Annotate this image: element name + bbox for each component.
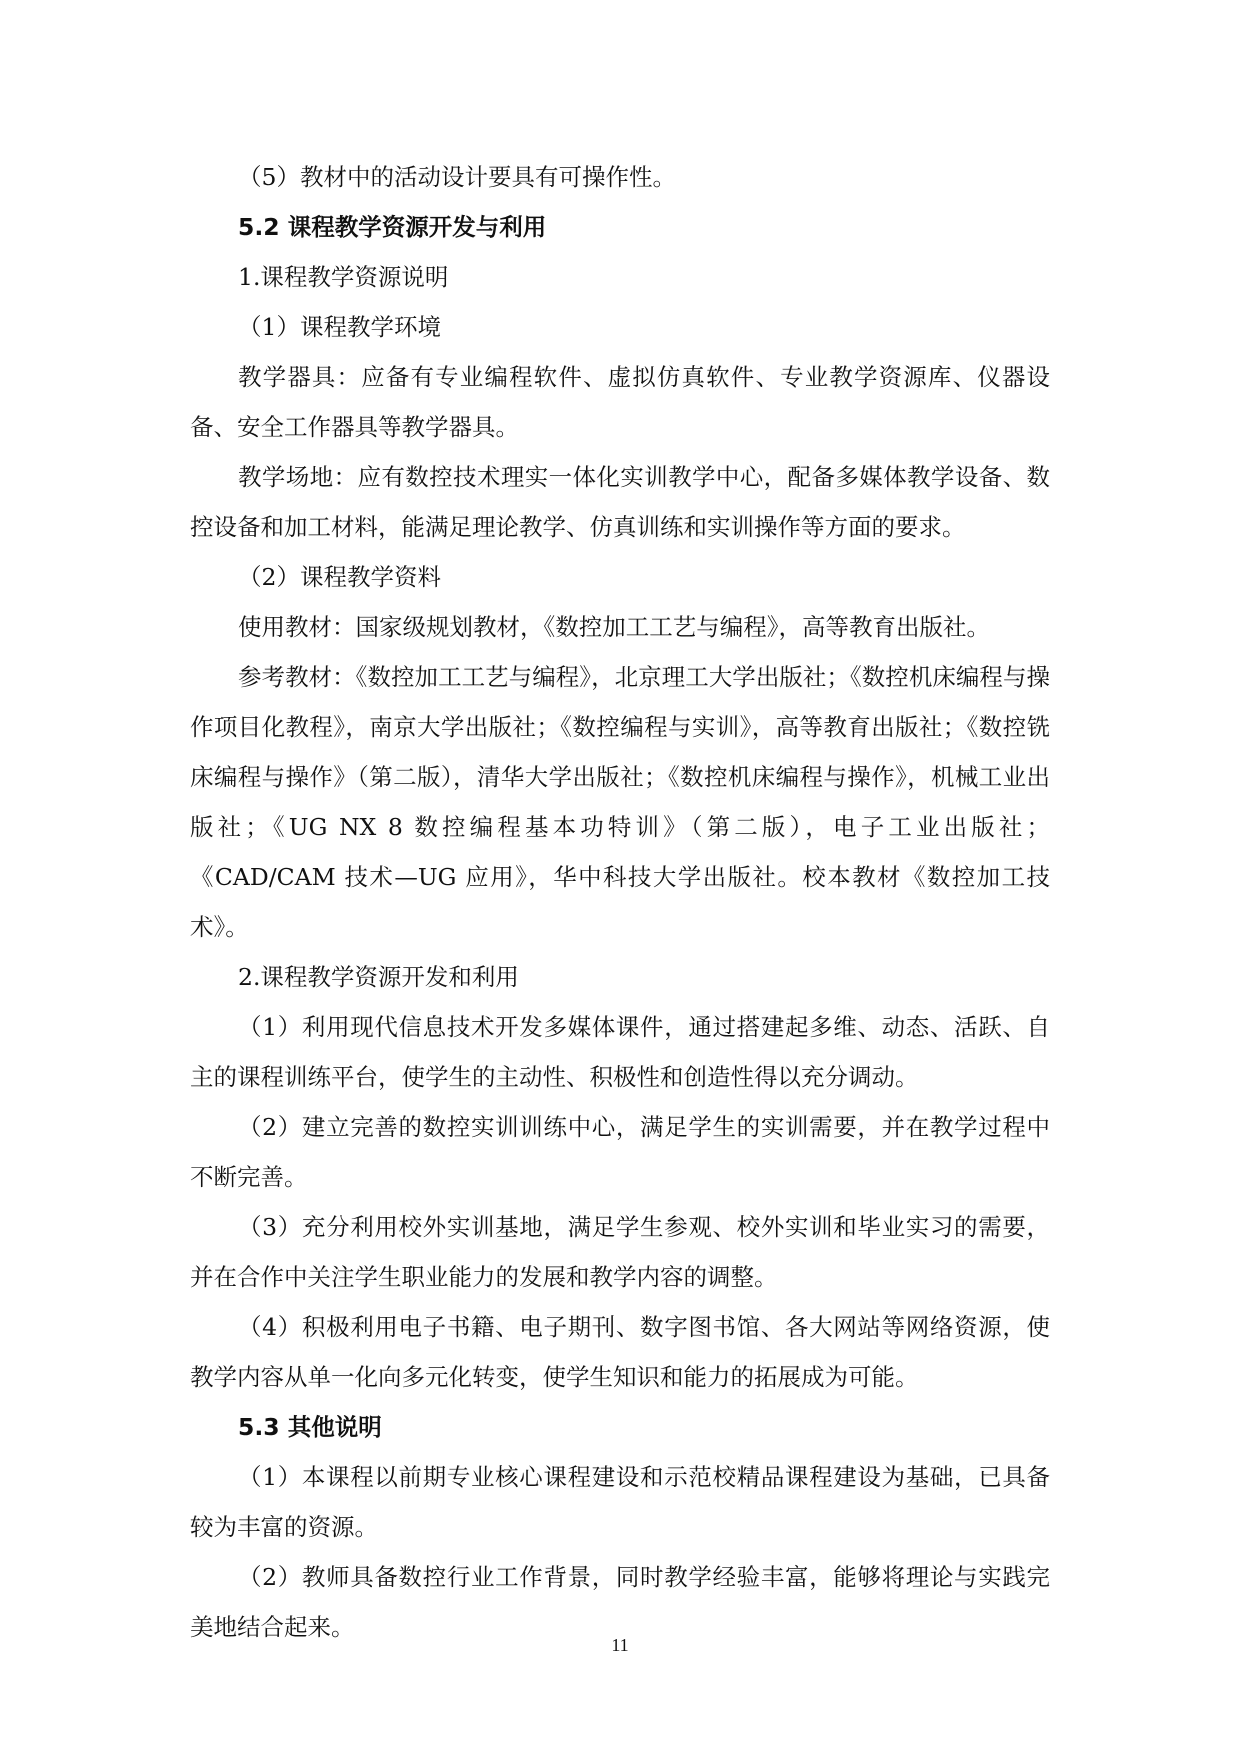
paragraph: （5）教材中的活动设计要具有可操作性。 xyxy=(238,163,676,191)
section-heading: 5.3 其他说明 xyxy=(238,1413,382,1441)
paragraph: 1.课程教学资源说明 xyxy=(238,263,449,291)
page-content xyxy=(190,152,1050,1652)
paragraph: （4）积极利用电子书籍、电子期刊、数字图书馆、各大网站等网络资源，使教学内容从单一化向多元化转变，使学生知识和能力的拓展成为可能。 xyxy=(190,1313,1050,1391)
paragraph: （1）课程教学环境 xyxy=(238,313,441,341)
paragraph: 参考教材：《数控加工工艺与编程》，北京理工大学出版社；《数控机床编程与操作项目化教程》，南京大学出版社；《数控编程与实训》，高等教育出版社；《数控铣床编程与操作》（第二版），清华大学出版社；《数控机床编程与操作》，机械工业出版社；《UG NX 8 数控编程基本功特训》（第二版），电子工业出版社；《CAD/CAM 技术—UG 应用》，华中科技大学出版社。校本教材《数控加工技术》。 xyxy=(190,663,1050,941)
paragraph: 教学场地：应有数控技术理实一体化实训教学中心，配备多媒体教学设备、数控设备和加工材料，能满足理论教学、仿真训练和实训操作等方面的要求。 xyxy=(190,463,1050,541)
paragraph: （1）利用现代信息技术开发多媒体课件，通过搭建起多维、动态、活跃、自主的课程训练平台，使学生的主动性、积极性和创造性得以充分调动。 xyxy=(190,1013,1050,1091)
section-heading: 5.2 课程教学资源开发与利用 xyxy=(238,213,547,241)
paragraph: 教学器具：应备有专业编程软件、虚拟仿真软件、专业教学资源库、仪器设备、安全工作器具等教学器具。 xyxy=(190,363,1050,441)
paragraph: （2）教师具备数控行业工作背景，同时教学经验丰富，能够将理论与实践完美地结合起来。 xyxy=(190,1563,1050,1641)
paragraph: （2）建立完善的数控实训训练中心，满足学生的实训需要，并在教学过程中不断完善。 xyxy=(190,1113,1050,1191)
paragraph: （2）课程教学资料 xyxy=(238,563,441,591)
paragraph: （3）充分利用校外实训基地，满足学生参观、校外实训和毕业实习的需要，并在合作中关注学生职业能力的发展和教学内容的调整。 xyxy=(190,1213,1050,1291)
page-number: 11 xyxy=(611,1635,629,1655)
paragraph: 2.课程教学资源开发和利用 xyxy=(238,963,519,991)
paragraph: 使用教材：国家级规划教材，《数控加工工艺与编程》，高等教育出版社。 xyxy=(238,613,990,641)
paragraph: （1）本课程以前期专业核心课程建设和示范校精品课程建设为基础，已具备较为丰富的资源。 xyxy=(190,1463,1050,1541)
